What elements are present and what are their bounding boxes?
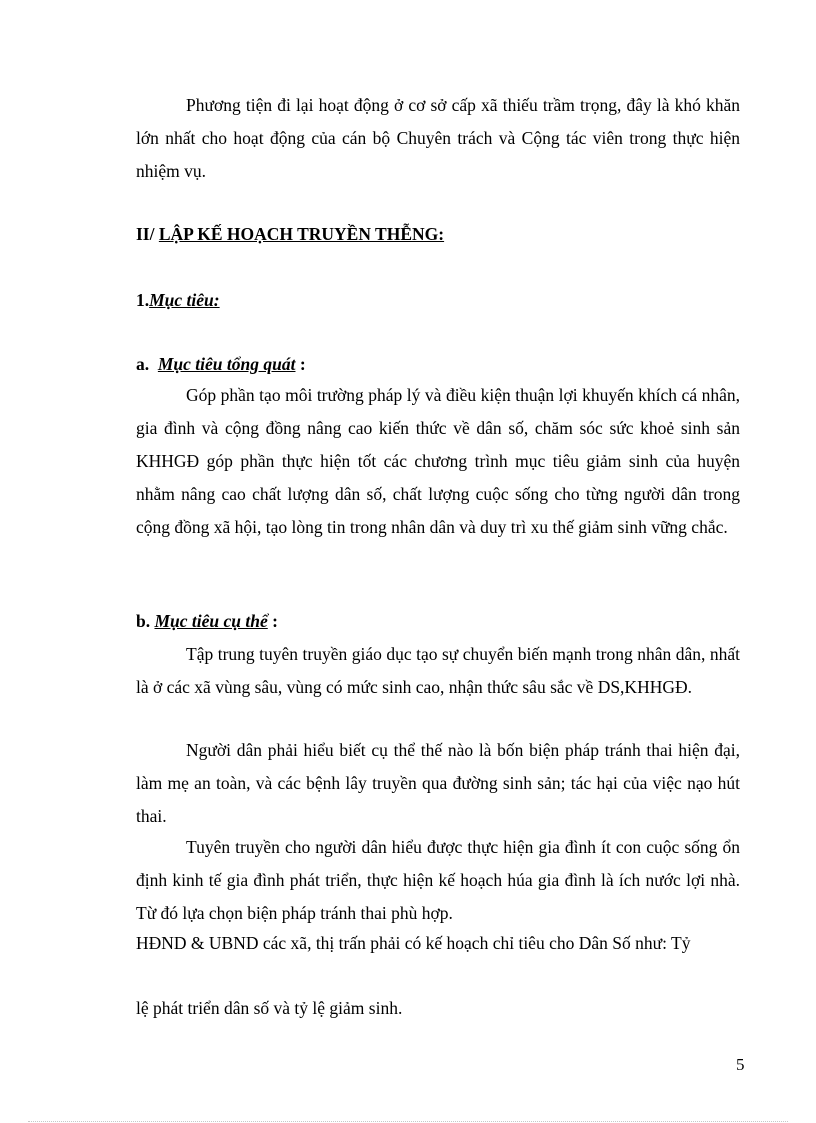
intro-paragraph: Phương tiện đi lại hoạt động ở cơ sở cấp xã thiếu trầm trọng, đây là khó khăn lớn nhất cho hoạt động của cán bộ Chuyên trách và Cộng tác viên trong thực hiện nhiệm vụ. [136,95,740,181]
section-title: LẬP KẾ HOẠCH TRUYỀN THỄNG: [158,224,445,244]
heading-b-prefix: b. [136,611,155,631]
specific-objective-paragraph-2: Người dân phải hiểu biết cụ thể thế nào là bốn biện pháp tránh thai hiện đại, làm mẹ an toàn, và các bệnh lây truyền qua đường sinh sản; tác hại của việc nạo hút thai. [136,740,740,826]
specific-objective-paragraph-4: HĐND & UBND các xã, thị trấn phải có kế hoạch chỉ tiêu cho Dân Số như: Tỷ [136,933,691,953]
heading-b-title: Mục tiêu cụ thể [154,611,268,631]
page-bottom-dotted-line [28,1121,788,1122]
heading-a [136,348,740,381]
subsection-heading-1 [136,284,740,317]
heading-b [136,605,740,638]
subsection-title: Mục tiêu: [149,290,220,310]
heading-a-prefix: a. [136,354,158,374]
heading-a-suffix: : [295,354,306,374]
subsection-number: 1. [136,290,150,310]
specific-objective-paragraph-3: Tuyên truyền cho người dân hiểu được thực hiện gia đình ít con cuộc sống ổn định kinh tế gia đình phát triển, thực hiện kế hoạch húa gia đình là ích nước lợi nhà. Từ đó lựa chọn biện pháp tránh thai phù hợp. [136,837,740,923]
heading-b-suffix: : [267,611,278,631]
specific-objective-paragraph-5: lệ phát triển dân số và tỷ lệ giảm sinh. [136,998,403,1018]
general-objective-paragraph: Góp phần tạo môi trường pháp lý và điều kiện thuận lợi khuyến khích cá nhân, gia đình và cộng đồng nâng cao kiến thức về dân số, chăm sóc sức khoẻ sinh sản KHHGĐ góp phần thực hiện tốt các chương trình mục tiêu giảm sinh của huyện nhằm nâng cao chất lượng dân số, chất lượng cuộc sống cho từng người dân trong cộng đồng xã hội, tạo lòng tin trong nhân dân và duy trì xu thế giảm sinh vững chắc. [136,385,740,537]
heading-a-title: Mục tiêu tổng quát [157,354,296,374]
specific-objective-paragraph-1: Tập trung tuyên truyền giáo dục tạo sự chuyển biến mạnh trong nhân dân, nhất là ở các xã vùng sâu, vùng có mức sinh cao, nhận thức sâu sắc về DS,KHHGĐ. [136,644,740,697]
page-number: 5 [736,1055,745,1074]
section-heading [136,218,740,251]
section-prefix: II/ [136,224,159,244]
